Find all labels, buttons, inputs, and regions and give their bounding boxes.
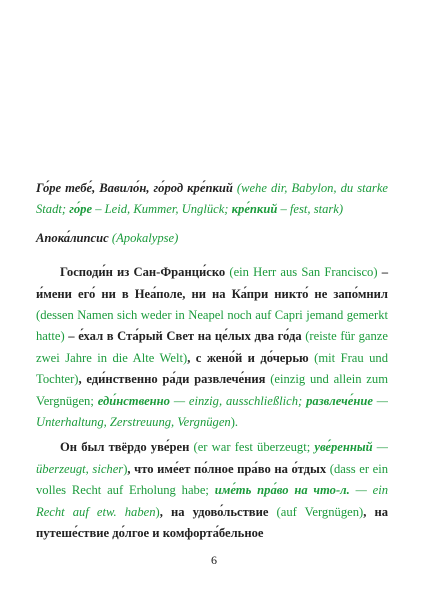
russian-segment: Он был твёрдо уве́рен bbox=[60, 440, 190, 455]
text-block bbox=[36, 178, 388, 545]
epigraph-gloss-word: кре́пкий bbox=[231, 202, 278, 217]
translation-segment: (ein Herr aus San Francisco) bbox=[225, 265, 382, 280]
translation-segment: развлече́ние bbox=[306, 393, 373, 408]
epigraph-gloss-word: го́ре bbox=[69, 202, 93, 217]
translation-segment: (auf Vergnügen) bbox=[268, 504, 364, 519]
translation-segment: — überzeugt, sicher bbox=[36, 440, 388, 476]
russian-segment: , что име́ет по́лное пра́во на о́тдых bbox=[127, 461, 327, 476]
page-number: 6 bbox=[211, 553, 217, 567]
russian-segment: , с жено́й и до́черью bbox=[187, 350, 309, 365]
translation-segment: уве́ренный bbox=[314, 440, 373, 455]
translation-segment: ) bbox=[155, 504, 160, 519]
translation-segment: (dessen Namen sich weder in Neapel noch auf Capri jemand gemerkt hatte) bbox=[36, 308, 388, 344]
epigraph-gloss: – fest, stark) bbox=[277, 202, 344, 217]
translation-segment: еди́нственно bbox=[97, 393, 170, 408]
translation-segment: ). bbox=[230, 415, 239, 430]
source-title: Апока́липсис bbox=[36, 230, 109, 245]
translation-segment: — ein Recht auf etw. haben bbox=[36, 483, 388, 519]
paragraph-2 bbox=[36, 437, 388, 544]
russian-segment: – е́хал в Ста́рый Свет на це́лых два го́да bbox=[68, 329, 302, 344]
epigraph-gloss: – Leid, Kummer, Unglück; bbox=[92, 202, 232, 217]
translation-segment: (er war fest überzeugt; bbox=[189, 440, 315, 455]
translation-segment: — einzig, ausschließlich; bbox=[169, 393, 307, 408]
epigraph-translation: (wehe dir, Babylon, du starke Stadt; bbox=[36, 181, 388, 217]
epigraph-quote: Го́ре тебе́, Вавило́н, го́род кре́пкий bbox=[36, 181, 233, 195]
paragraph-1 bbox=[36, 262, 388, 433]
epigraph-source bbox=[36, 228, 388, 249]
translation-segment: име́ть пра́во на что-л. bbox=[214, 483, 350, 498]
russian-segment: , еди́нственно ра́ди развлече́ния bbox=[78, 372, 266, 387]
epigraph bbox=[36, 178, 388, 221]
translation-segment: ) bbox=[123, 461, 128, 476]
translation-segment: (einzig und allein zum Vergnügen; bbox=[36, 372, 388, 408]
russian-segment: Господи́н из Сан-Франци́ско bbox=[60, 265, 226, 280]
russian-segment: – и́мени его́ ни в Неа́поле, ни на Ка́при никто́ не запо́мнил bbox=[36, 265, 388, 301]
translation-segment: (mit Frau und Tochter) bbox=[36, 350, 388, 387]
russian-segment: , на удово́льствие bbox=[159, 504, 269, 519]
russian-segment: , на путеше́ствие до́лгое и комфорта́бельное bbox=[36, 504, 388, 541]
translation-segment: (dass er ein volles Recht auf Erholung habe; bbox=[36, 461, 389, 498]
source-translation: (Apokalypse) bbox=[108, 230, 179, 245]
translation-segment: — Unterhaltung, Zerstreuung, Vergnügen bbox=[36, 393, 388, 430]
translation-segment: (reiste für ganze zwei Jahre in die Alte Welt) bbox=[36, 329, 388, 365]
